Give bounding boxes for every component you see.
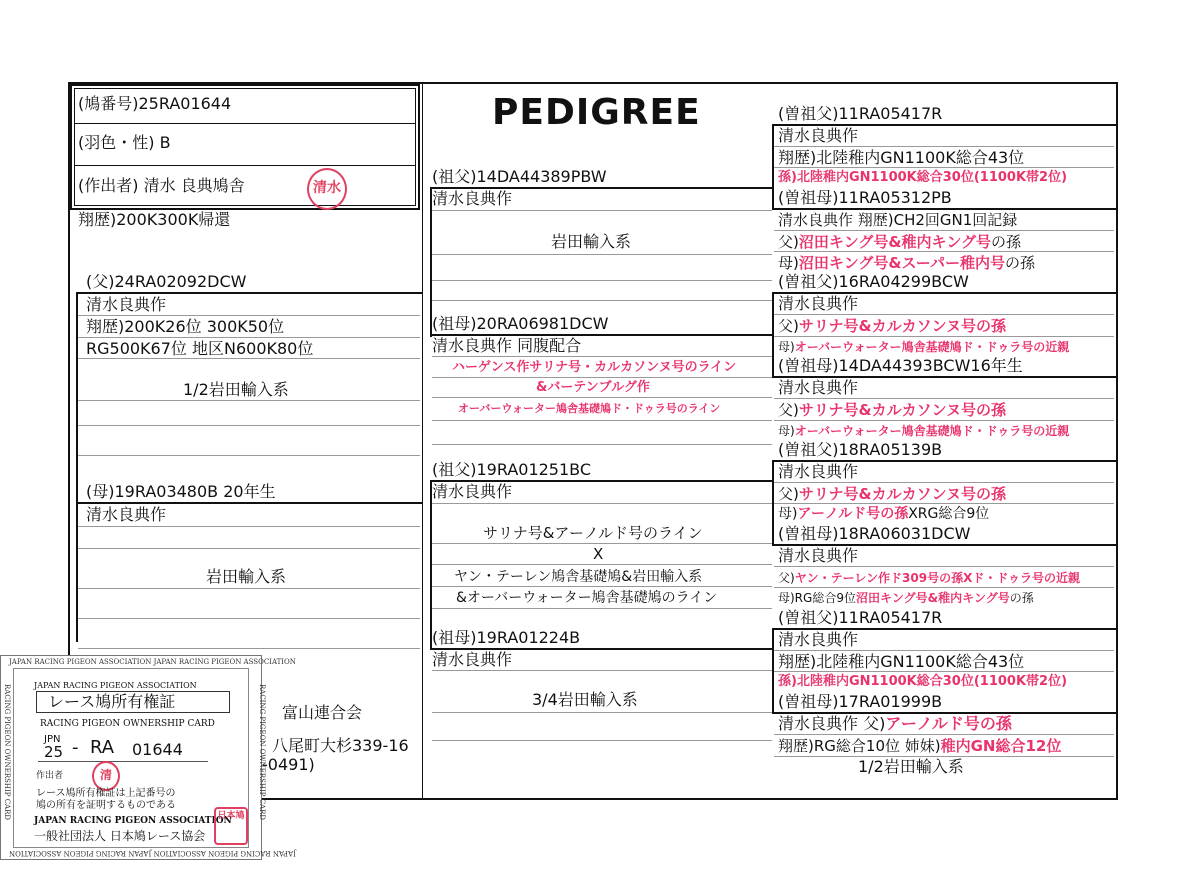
card-notice-2: 鳩の所有を証明するものである [36, 800, 176, 811]
ggp2-line [772, 208, 1116, 210]
divider [432, 670, 772, 671]
divider [774, 566, 1114, 567]
ggp6-ring: (曽祖母)18RA06031DCW [778, 524, 971, 543]
ggp5-ring: (曽祖父)18RA05139B [778, 440, 943, 459]
card-edge-bottom: JAPAN RACING PIGEON ASSOCIATION JAPAN RACING PIGEON ASSOCIATION [9, 849, 296, 857]
note: 沼田キング号&稚内キング号 [855, 591, 1010, 605]
label: 母) [778, 340, 795, 354]
card-edge-right: RACING PIGEON OWNERSHIP CARD [258, 684, 266, 820]
subject-breeder: (作出者) 清水 良典鳩舎 [78, 176, 245, 195]
ggp1-note: 孫)北陸稚内GN1100K総合30位(1100K帯2位) [778, 170, 1068, 185]
divider [432, 503, 772, 504]
card-country: JPN [44, 734, 61, 745]
note: サリナ号&カルカソンヌ号の孫 [798, 485, 1007, 503]
gp1-breeder: 清水良典作 [432, 189, 513, 208]
divider [774, 314, 1114, 315]
breeder-stamp: 清水 [307, 168, 347, 210]
card-edge-top: JAPAN RACING PIGEON ASSOCIATION JAPAN RACING PIGEON ASSOCIATION [9, 658, 296, 666]
divider [774, 230, 1114, 231]
divider [774, 482, 1114, 483]
divider [78, 548, 420, 549]
ggp5-dam [778, 505, 989, 523]
divider [432, 377, 772, 378]
gp-bracket-2 [430, 480, 432, 650]
sire-record-1: 翔歴)200K26位 300K50位 [86, 317, 285, 336]
note: ヤン・テーレン作ド309号の孫Xド・ドゥラ号の近親 [794, 571, 1081, 585]
card-assoc-en: JAPAN RACING PIGEON ASSOCIATION [34, 681, 197, 690]
note: オーバーウォーター鳩舎基礎鳩ド・ドゥラ号の近親 [794, 340, 1070, 354]
gp2-breeder: 清水良典作 同腹配合 [432, 336, 582, 355]
dam-breeder: 清水良典作 [86, 505, 167, 524]
card-breeder-label: 作出者 [36, 771, 64, 781]
note: サリナ号&カルカソンヌ号の孫 [798, 401, 1007, 419]
label: の孫 [991, 233, 1022, 251]
owner-zip: -0491) [262, 755, 315, 774]
sire-line [76, 292, 422, 294]
divider [78, 526, 420, 527]
divider [432, 210, 772, 211]
ggp4-sire [778, 401, 1006, 419]
card-assoc-footer-jp: 一般社団法人 日本鳩レース協会 [34, 829, 206, 843]
ggp2-breeder: 清水良典作 翔歴)CH2回GN1回記録 [778, 211, 1018, 229]
divider [432, 420, 772, 421]
ggp6-dam [778, 589, 1034, 607]
card-dash: - [72, 737, 79, 758]
dam-lineage: 岩田輸入系 [206, 567, 287, 586]
sire-ring: (父)24RA02092DCW [86, 272, 247, 291]
gp4-ring: (祖母)19RA01224B [432, 628, 581, 647]
label: 父) [778, 317, 799, 335]
divider [78, 358, 420, 359]
divider [774, 398, 1114, 399]
label: 翔歴)RG総合10位 姉妹) [778, 737, 941, 755]
note: 沼田キング号&稚内キング号 [798, 233, 992, 251]
card-notice-1: レース鳩所有権証は上記番号の [36, 788, 176, 799]
ggp8-lineage: 1/2岩田輸入系 [858, 757, 964, 776]
ggp7-note: 孫)北陸稚内GN1100K総合30位(1100K帯2位) [778, 674, 1068, 689]
gp1-lineage: 岩田輸入系 [551, 232, 632, 251]
ggp4-breeder: 清水良典作 [778, 378, 859, 397]
subject-record: 翔歴)200K300K帰還 [78, 210, 231, 229]
gp3-line-3: ヤン・テーレン鳩舎基礎鳩&岩田輸入系 [454, 569, 703, 585]
gp2-note-2: &バーテンブルグ作 [536, 380, 650, 395]
gp3-line-1: サリナ号&アーノルド号のライン [483, 524, 703, 542]
divider [774, 336, 1114, 337]
card-number: 01644 [132, 740, 183, 759]
card-title-jp: レース鳩所有権証 [48, 692, 176, 711]
ggp1-record: 翔歴)北陸稚内GN1100K総合43位 [778, 148, 1025, 167]
divider [774, 671, 1114, 672]
ggp7-breeder: 清水良典作 [778, 630, 859, 649]
divider [432, 444, 772, 445]
ggp8-breeder [778, 715, 1012, 733]
divider [432, 740, 772, 741]
gp3-ring: (祖父)19RA01251BC [432, 460, 592, 479]
ggp6-sire [778, 569, 1080, 587]
label: 母) [778, 424, 795, 438]
ggp1-ring: (曽祖父)11RA05417R [778, 104, 943, 123]
divider [78, 618, 420, 619]
ggp3-sire [778, 317, 1006, 335]
divider [78, 337, 420, 338]
owner-club: 富山連合会 [282, 703, 363, 722]
sire-record-2: RG500K67位 地区N600K80位 [86, 339, 314, 358]
ggp6-breeder: 清水良典作 [778, 546, 859, 565]
divider [774, 251, 1114, 252]
gp2-note-1: ハーゲンス作サリナ号・カルカソンヌ号のライン [452, 360, 737, 375]
divider [774, 734, 1114, 735]
divider [774, 146, 1114, 147]
note: 沼田キング号&スーパー稚内号 [798, 254, 1005, 272]
ggp5-sire [778, 485, 1006, 503]
column-divider [422, 84, 423, 798]
divider [432, 543, 772, 544]
ggp7-record: 翔歴)北陸稚内GN1100K総合43位 [778, 652, 1025, 671]
ggp2-dam [778, 254, 1035, 272]
subject-color-sex: (羽色・性) B [78, 133, 171, 152]
divider [774, 587, 1114, 588]
ggp8-ring: (曽祖母)17RA01999B [778, 692, 943, 711]
label: の孫 [1005, 254, 1036, 272]
divider [78, 425, 420, 426]
divider [774, 650, 1114, 651]
label: XRG総合9位 [908, 506, 990, 522]
label: 父) [778, 401, 799, 419]
note: オーバーウォーター鳩舎基礎鳩ド・ドゥラ号の近親 [794, 424, 1070, 438]
divider [774, 167, 1114, 168]
divider [78, 315, 420, 316]
ggp4-ring: (曽祖母)14DA44393BCW16年生 [778, 356, 1023, 375]
sire-breeder: 清水良典作 [86, 295, 167, 314]
card-title-en: RACING PIGEON OWNERSHIP CARD [40, 719, 215, 729]
ggp-bracket-2 [772, 292, 774, 376]
gp4-breeder: 清水良典作 [432, 650, 513, 669]
note: アーノルド号の孫 [797, 506, 909, 522]
subject-ring: (鳩番号)25RA01644 [78, 94, 232, 113]
card-inner [13, 668, 249, 848]
card-code: RA [90, 737, 115, 758]
dam-line [76, 502, 422, 504]
label: 父) [778, 485, 799, 503]
card-edge-left: RACING PIGEON OWNERSHIP CARD [3, 684, 11, 820]
gp3-line-2: X [593, 545, 604, 563]
divider [432, 564, 772, 565]
card-seal: 日本鳩 [214, 807, 248, 845]
ggp1-breeder: 清水良典作 [778, 126, 859, 145]
card-stamp: 清 [92, 761, 120, 791]
ggp4-dam [778, 422, 1069, 440]
note: サリナ号&カルカソンヌ号の孫 [798, 317, 1007, 335]
note: 稚内GN総合12位 [940, 737, 1062, 755]
ggp5-breeder: 清水良典作 [778, 462, 859, 481]
sire-bracket [76, 292, 78, 642]
divider [432, 397, 772, 398]
divider [74, 165, 416, 166]
divider [78, 400, 420, 401]
gp1-ring: (祖父)14DA44389PBW [432, 167, 607, 186]
divider [78, 648, 420, 649]
card-year: 25 [44, 743, 64, 761]
label: 母)RG総合9位 [778, 591, 856, 605]
divider [74, 123, 416, 124]
label: 父) [778, 233, 799, 251]
gp2-note-3: オーバーウォーター鳩舎基礎鳩ド・ドゥラ号のライン [458, 402, 721, 415]
divider [774, 420, 1114, 421]
divider [432, 608, 772, 609]
divider [774, 503, 1114, 504]
divider [432, 586, 772, 587]
divider [432, 300, 772, 301]
divider [78, 588, 420, 589]
ggp3-ring: (曽祖父)16RA04299BCW [778, 272, 969, 291]
gp3-breeder: 清水良典作 [432, 482, 513, 501]
gp3-line-4: &オーバーウォーター鳩舎基礎鳩のライン [456, 590, 718, 606]
note: アーノルド号の孫 [885, 714, 1012, 733]
ggp-bracket-3 [772, 460, 774, 544]
divider [78, 455, 420, 456]
ggp7-ring: (曽祖父)11RA05417R [778, 608, 943, 627]
card-assoc-footer-en: JAPAN RACING PIGEON ASSOCIATION [34, 816, 232, 826]
sire-lineage: 1/2岩田輸入系 [183, 380, 289, 399]
label: 母) [778, 254, 799, 272]
label: 父) [778, 571, 795, 585]
label: 清水良典作 父) [778, 714, 886, 733]
label: 母) [778, 506, 798, 522]
ggp2-ring: (曽祖母)11RA05312PB [778, 188, 952, 207]
gp2-ring: (祖母)20RA06981DCW [432, 314, 609, 333]
divider [432, 712, 772, 713]
divider [432, 254, 772, 255]
label: の孫 [1009, 591, 1034, 605]
divider [432, 280, 772, 281]
page-title: PEDIGREE [492, 92, 701, 133]
ggp3-breeder: 清水良典作 [778, 294, 859, 313]
ggp2-sire [778, 233, 1021, 251]
dam-ring: (母)19RA03480B 20年生 [86, 482, 276, 501]
owner-address: 八尾町大杉339-16 [272, 736, 409, 755]
divider [38, 761, 208, 762]
ggp3-dam [778, 338, 1069, 356]
gp4-lineage: 3/4岩田輸入系 [532, 690, 638, 709]
divider [432, 356, 772, 357]
ggp8-record [778, 737, 1061, 755]
